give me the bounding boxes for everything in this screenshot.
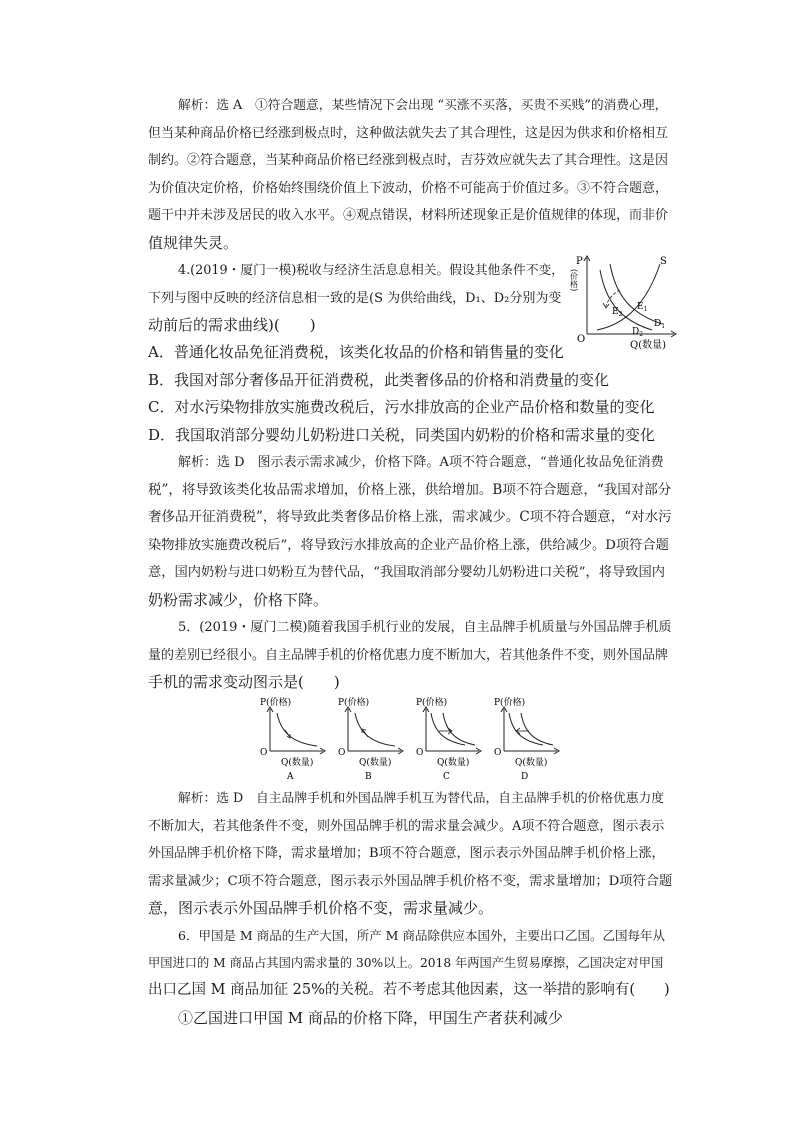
- origin-label: O: [260, 748, 268, 758]
- e2-label: E: [612, 307, 619, 317]
- option-1: ①乙国进口甲国 M 商品的价格下降，甲国生产者获利减少: [178, 1008, 563, 1027]
- e2-sub: 2: [618, 311, 623, 318]
- text-line: 题干中并未涉及居民的收入水平。④观点错误，材料所述现象正是价值规律的体现，而非价: [148, 208, 669, 224]
- origin-label: O: [577, 334, 586, 345]
- text-line: 外国品牌手机价格下降，需求量增加；B项不符合题意，图示表示外国品牌手机价格上涨，: [148, 846, 665, 862]
- figure-c: [416, 696, 481, 782]
- text-line: 6．甲国是 M 商品的生产大国，所产 M 商品除供应本国外，主要出口乙国。乙国每年从: [178, 928, 665, 943]
- option-c: C．对水污染物排放实施费改税后，污水排放高的企业产品价格和数量的变化: [148, 398, 655, 417]
- figure-caption: B: [365, 772, 372, 782]
- origin-label: O: [416, 748, 424, 758]
- supply-curve: [597, 264, 660, 330]
- figure-caption: C: [443, 772, 450, 782]
- text-line: 染物排放实施费改税后”，将导致污水排放高的企业产品价格上涨，供给减少。D项符合题: [148, 537, 669, 553]
- figure-b: [338, 696, 403, 782]
- question-4-stem: [148, 257, 568, 340]
- q-axis-label: Q(数量): [359, 758, 392, 768]
- demand-curve-d2: [600, 270, 652, 330]
- text-line: 奶粉需求减少，价格下降。: [148, 590, 329, 609]
- text-line: 甲国进口的 M 商品占其国内需求量的 30%以上。2018 年两国产生贸易摩擦，乙国决定对甲国: [148, 955, 664, 970]
- figure-caption: A: [287, 772, 294, 782]
- text-line: 制约。②符合题意，当某种商品价格已经涨到极点时，吉芬效应就失去了其合理性。这是因: [148, 153, 669, 169]
- question-6-stem: [148, 922, 672, 1032]
- analysis-q3: [148, 92, 672, 258]
- d2-label: D: [632, 327, 640, 337]
- text-line: 意，国内奶粉与进口奶粉互为替代品，“我国取消部分婴幼儿奶粉进口关税”，将导致国内: [148, 565, 666, 581]
- svg-text:D1: [654, 319, 665, 330]
- figure-caption: D: [521, 772, 529, 782]
- analysis-q4: [148, 449, 672, 615]
- text-line: 需求量减少；C项不符合题意，图示表示外国品牌手机价格不变，需求量增加；D项符合题: [148, 873, 673, 889]
- text-line: 值规律失灵。: [148, 233, 239, 252]
- p-axis-label: P(价格): [338, 698, 370, 708]
- e1-label: E: [637, 302, 644, 312]
- text-line: 意，图示表示外国品牌手机价格不变，需求量减少。: [148, 899, 494, 918]
- p-axis-label: P(价格): [416, 698, 448, 708]
- q-axis-label: Q(数量): [630, 340, 667, 351]
- text-line: 不断加大，若其他条件不变，则外国品牌手机的需求量会减少。A项不符合题意，图示表示: [148, 818, 665, 834]
- p-axis-label: P(价格): [494, 698, 526, 708]
- d1-label: D: [654, 319, 662, 329]
- text-line: 手机的需求变动图示是( ): [148, 673, 340, 692]
- demand-figures-row: [255, 695, 565, 785]
- d1-sub: 1: [661, 323, 666, 330]
- figure-d: [494, 696, 559, 782]
- svg-text:E1: [637, 302, 647, 313]
- text-line: 税”，将导致该类化妆品需求增加，价格上涨，供给增加。B项不符合题意，“我国对部分: [148, 481, 672, 498]
- text-line: 动前后的需求曲线)( ): [148, 316, 316, 335]
- text-line: 解析：选 D 自主品牌手机和外国品牌手机互为替代品，自主品牌手机的价格优惠力度: [178, 791, 665, 806]
- svg-text:E2: [612, 307, 623, 318]
- q-axis-label: Q(数量): [437, 758, 470, 768]
- text-line: 但当某种商品价格已经涨到极点时，这种做法就失去了其合理性，这是因为供求和价格相互: [148, 125, 669, 141]
- option-a: A．普通化妆品免征消费税，该类化妆品的价格和销售量的变化: [148, 343, 564, 361]
- text-line: 量的差别已经很小。自主品牌手机的价格优惠力度不断加大，若其他条件不变，则外国品牌: [148, 647, 669, 663]
- text-line: 为价值决定价格，价格始终围绕价值上下波动，价格不可能高于价值过多。③不符合题意，: [148, 180, 669, 196]
- p-axis-label: P(价格): [260, 698, 292, 708]
- p-axis-unit: (价格): [569, 269, 579, 292]
- analysis-q5: [148, 785, 672, 923]
- text-line: 下列与图中反映的经济信息相一致的是(S 为供给曲线，D₁、D₂分别为变: [148, 290, 562, 306]
- origin-label: O: [494, 748, 502, 758]
- text-line: 出口乙国 M 商品加征 25%的关税。若不考虑其他因素，这一举措的影响有( ): [148, 982, 670, 999]
- d2-sub: 2: [639, 331, 644, 338]
- e1-sub: 1: [643, 306, 648, 313]
- q-axis-label: Q(数量): [515, 758, 548, 768]
- option-b: B．我国对部分奢侈品开征消费税，此类奢侈品的价格和消费量的变化: [148, 370, 610, 389]
- q-axis-label: Q(数量): [281, 758, 314, 768]
- text-line: 解析：选 D 图示表示需求减少，价格下降。A项不符合题意，“普通化妆品免征消费: [178, 455, 664, 470]
- question-5-stem: [148, 614, 672, 697]
- figure-a: [260, 696, 325, 782]
- p-axis-label: P: [576, 256, 583, 267]
- origin-label: O: [338, 748, 346, 758]
- svg-text:D2: [632, 327, 643, 338]
- supply-demand-figure: [569, 252, 682, 352]
- option-d: D．我国取消部分婴幼儿奶粉进口关税，同类国内奶粉的价格和需求量的变化: [148, 425, 656, 444]
- text-line: 解析：选 A ①符合题意，某些情况下会出现 “买涨不买落，买贵不买贱”的消费心理，: [178, 98, 668, 113]
- question-4-options: [148, 339, 672, 449]
- text-line: 5．(2019・厦门二模)随着我国手机行业的发展，自主品牌手机质量与外国品牌手机质: [178, 620, 672, 635]
- text-line: 4.(2019・厦门一模)税收与经济生活息息相关。假设其他条件不变，: [178, 263, 565, 278]
- s-label: S: [660, 256, 667, 267]
- text-line: 奢侈品开征消费税”，将导致此类奢侈品价格上涨，需求减少。C项不符合题意，“对水污: [148, 509, 672, 526]
